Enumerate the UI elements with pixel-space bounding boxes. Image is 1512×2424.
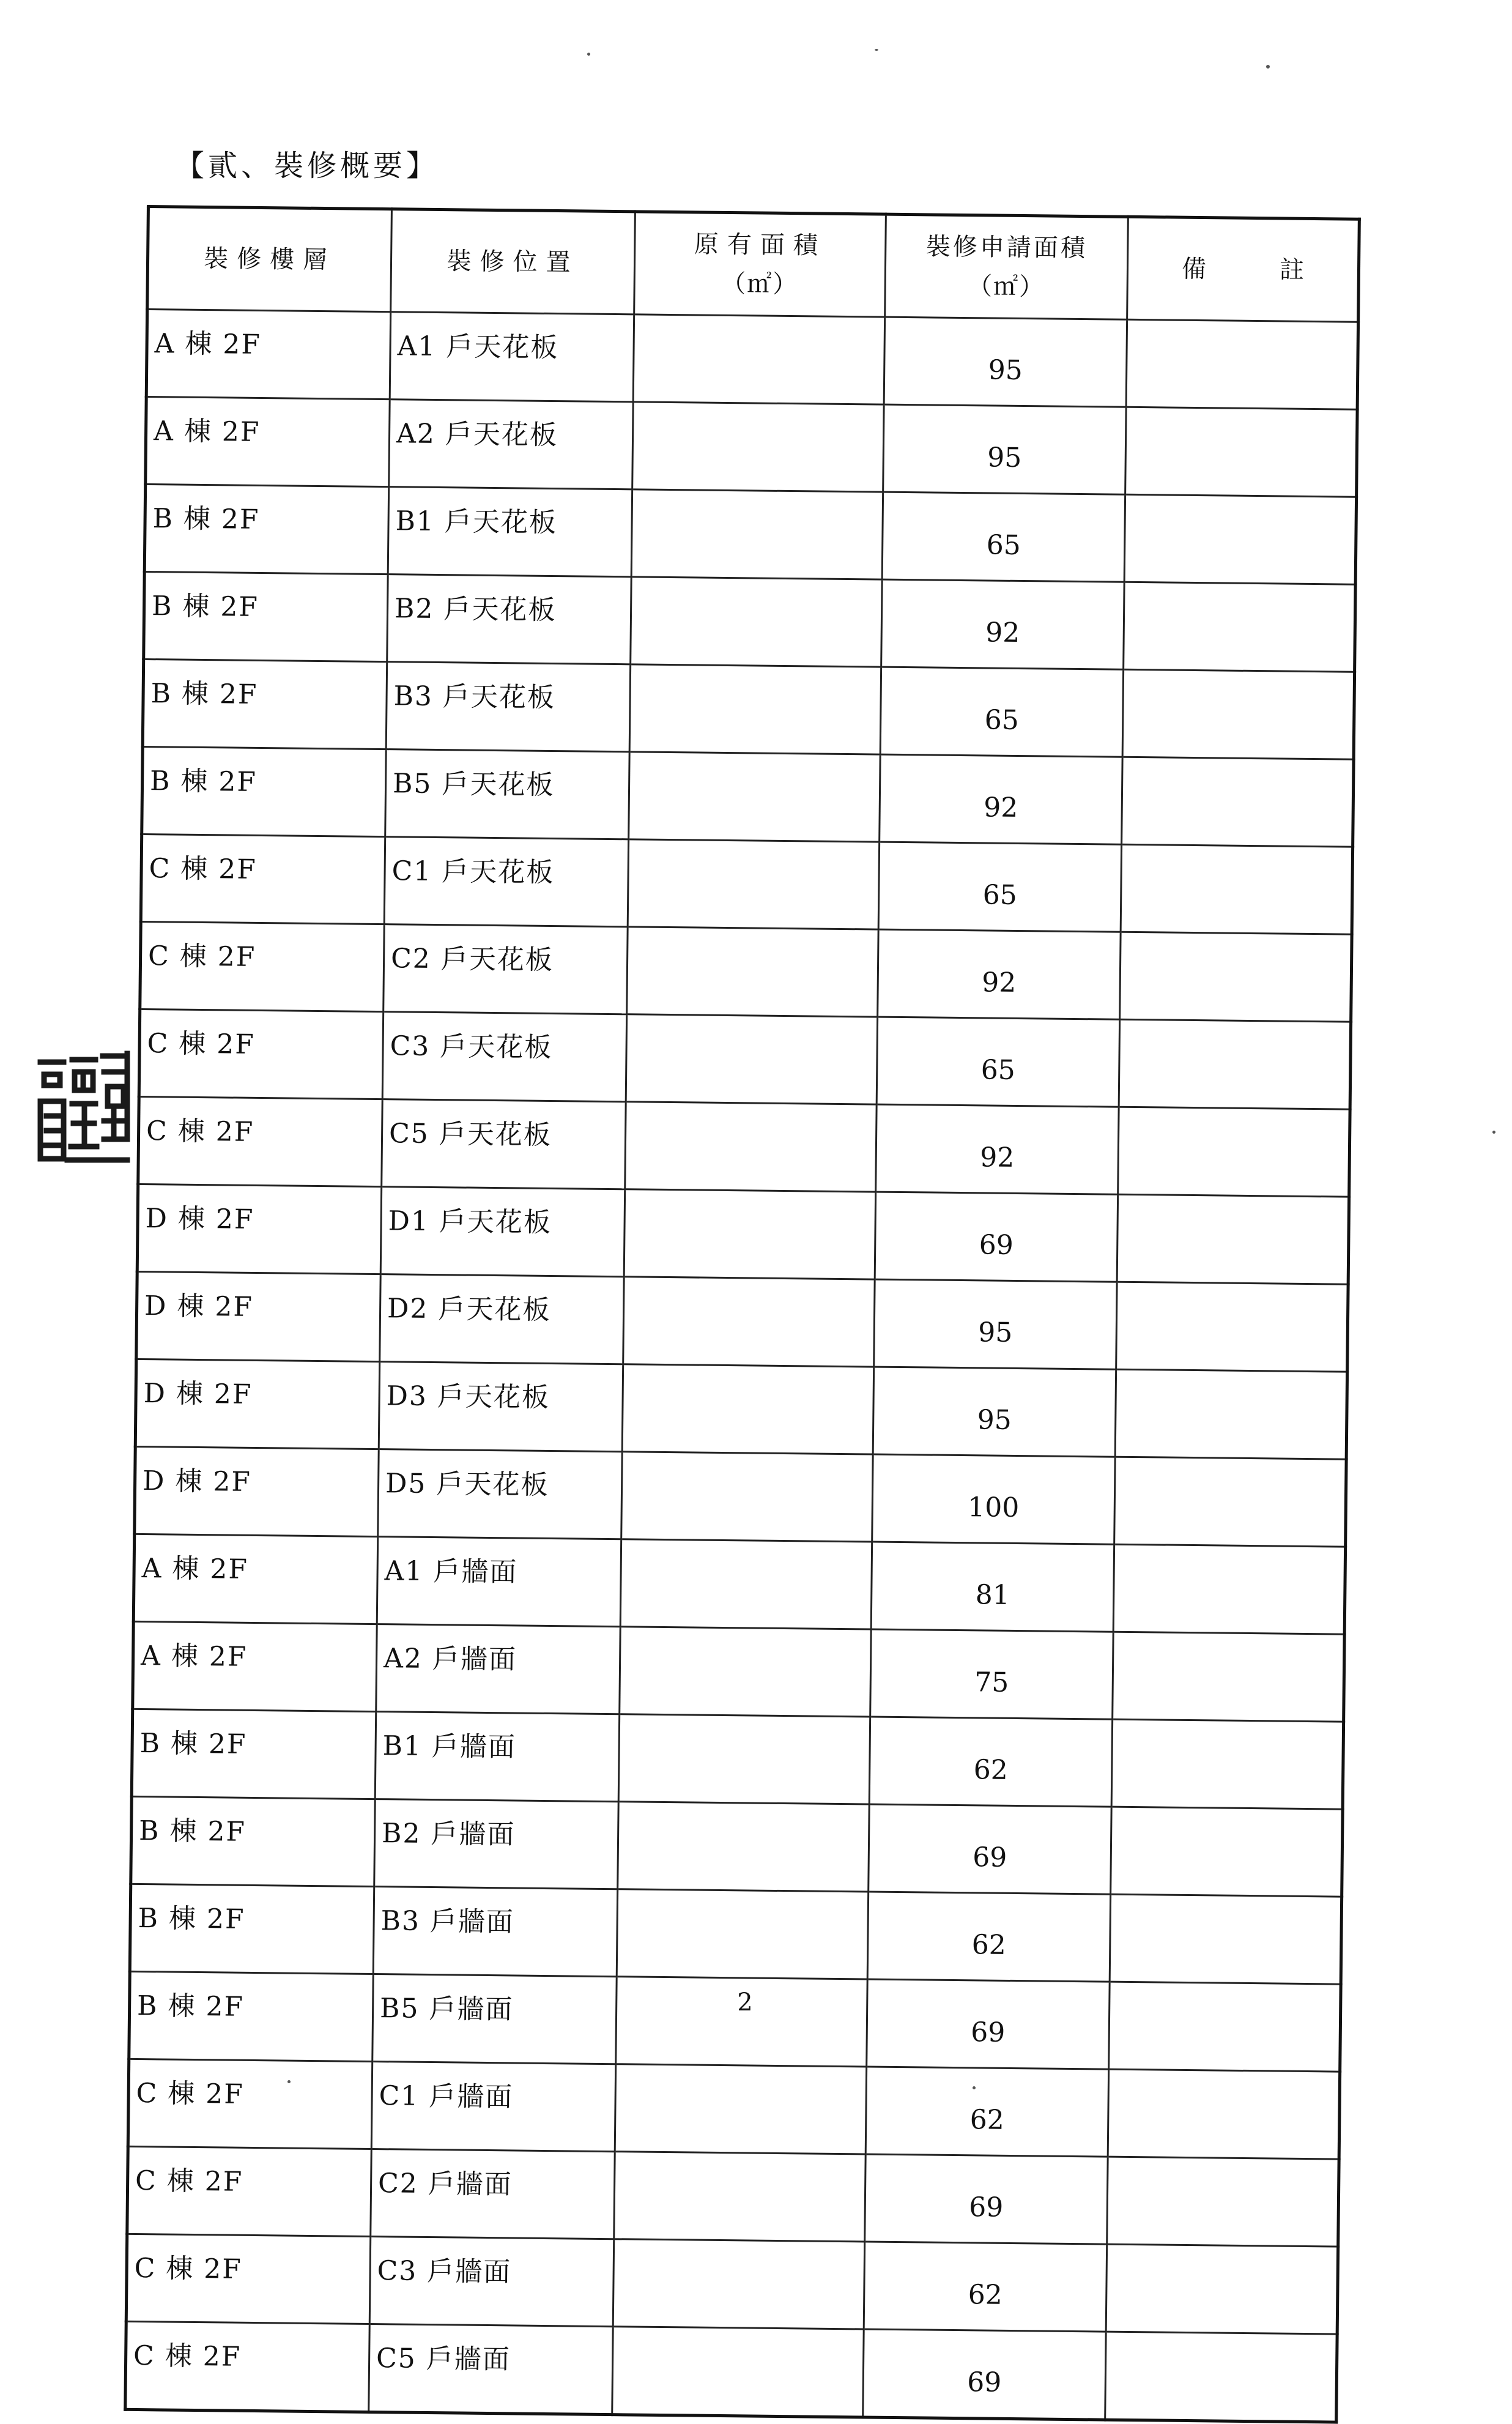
table-row <box>133 1534 1345 1634</box>
cell-location: B1 戶牆面 <box>375 1712 619 1802</box>
cell-location: C5 戶牆面 <box>369 2324 613 2415</box>
header-remarks-left: 備 <box>1181 255 1207 284</box>
table-row <box>126 2234 1338 2334</box>
cell-floor: C 棟 2F <box>139 1009 383 1099</box>
cell-floor: B 棟 2F <box>129 1971 373 2061</box>
cell-floor: B 棟 2F <box>142 746 386 836</box>
cell-remarks <box>1107 2157 1339 2247</box>
cell-remarks <box>1105 2332 1337 2422</box>
header-requested-area <box>885 214 1128 319</box>
cell-location: B2 戶牆面 <box>374 1799 618 1889</box>
scan-speck <box>973 2086 976 2089</box>
cell-remarks <box>1116 1282 1348 1372</box>
table-row <box>133 1621 1344 1722</box>
cell-location: D5 戶天花板 <box>378 1449 622 1539</box>
cell-original-area <box>629 752 880 842</box>
cell-floor: B 棟 2F <box>144 485 388 574</box>
cell-location: C1 戶牆面 <box>371 2062 615 2152</box>
header-original-area-label: 原有面積 <box>694 230 827 260</box>
cell-location: C2 戶牆面 <box>371 2149 615 2239</box>
cell-requested-area: 62 <box>869 1717 1112 1807</box>
cell-requested-area: 92 <box>876 1104 1119 1194</box>
cell-original-area <box>631 577 882 667</box>
table-row <box>146 310 1358 410</box>
cell-remarks <box>1125 407 1357 497</box>
table-row <box>144 571 1355 672</box>
cell-requested-area: 69 <box>875 1192 1117 1282</box>
cell-location: A1 戶牆面 <box>377 1537 621 1627</box>
cell-remarks <box>1122 669 1354 759</box>
scan-speck <box>287 2080 291 2083</box>
cell-remarks <box>1109 1982 1341 2072</box>
cell-remarks <box>1124 494 1356 584</box>
cell-original-area <box>627 927 878 1017</box>
table-row <box>139 1009 1351 1109</box>
cell-original-area <box>614 2152 865 2242</box>
cell-remarks <box>1119 1019 1351 1109</box>
cell-floor: C 棟 2F <box>127 2146 371 2236</box>
cell-remarks <box>1111 1719 1343 1809</box>
cell-floor: B 棟 2F <box>132 1709 376 1799</box>
cell-original-area <box>625 1102 876 1192</box>
cell-original-area <box>633 314 884 404</box>
cell-original-area <box>623 1277 875 1367</box>
table-row <box>141 834 1352 934</box>
table-row <box>135 1359 1347 1459</box>
scan-speck <box>1492 1131 1495 1134</box>
cell-location: D3 戶天花板 <box>379 1362 623 1452</box>
cell-requested-area: 62 <box>867 1892 1110 1982</box>
renovation-table-container <box>128 205 1357 2398</box>
cell-location: C1 戶天花板 <box>384 837 628 927</box>
cell-location: B3 戶牆面 <box>373 1887 617 1977</box>
cell-requested-area: 92 <box>878 929 1121 1019</box>
header-location: 裝修位置 <box>391 209 636 314</box>
table-row <box>138 1096 1350 1197</box>
cell-floor: B 棟 2F <box>143 659 387 749</box>
cell-requested-area: 95 <box>883 404 1126 494</box>
cell-floor: A 棟 2F <box>133 1621 377 1711</box>
header-remarks <box>1127 217 1360 322</box>
header-requested-area-label: 裝修申請面積 <box>925 232 1088 263</box>
cell-remarks <box>1118 1107 1350 1197</box>
table-row <box>135 1446 1346 1547</box>
cell-original-area <box>618 1714 870 1804</box>
cell-remarks <box>1114 1457 1346 1547</box>
cell-location: C3 戶牆面 <box>369 2237 613 2327</box>
cell-requested-area: 69 <box>863 2329 1106 2420</box>
cell-remarks <box>1120 932 1352 1022</box>
cell-floor: B 棟 2F <box>144 571 388 661</box>
table-body <box>125 310 1358 2423</box>
cell-floor: B 棟 2F <box>130 1884 374 1974</box>
cell-location: A2 戶天花板 <box>389 400 633 489</box>
cell-remarks <box>1108 2069 1340 2159</box>
section-heading: 【貳、裝修概要】 <box>175 149 440 183</box>
table-row <box>129 1971 1341 2072</box>
table-row <box>136 1271 1348 1372</box>
cell-requested-area: 69 <box>867 1979 1110 2069</box>
table-header-row <box>147 207 1360 322</box>
cell-location: B5 戶牆面 <box>372 1974 617 2064</box>
table-row <box>144 485 1356 585</box>
header-requested-area-unit: （㎡） <box>967 272 1045 302</box>
cell-location: D2 戶天花板 <box>380 1274 624 1364</box>
cell-remarks <box>1126 319 1358 409</box>
cell-location: A2 戶牆面 <box>376 1624 620 1714</box>
cell-location: B5 戶天花板 <box>385 749 629 839</box>
cell-requested-area: 65 <box>882 492 1125 582</box>
cell-original-area <box>632 402 884 492</box>
cell-floor: B 棟 2F <box>131 1796 375 1886</box>
table-row <box>127 2146 1339 2247</box>
cell-requested-area: 92 <box>881 579 1124 669</box>
cell-floor: A 棟 2F <box>133 1534 377 1624</box>
cell-original-area <box>628 839 879 929</box>
scan-speck <box>1266 65 1270 69</box>
cell-location: A1 戶天花板 <box>390 312 634 402</box>
cell-requested-area: 69 <box>865 2154 1108 2244</box>
cell-remarks <box>1124 582 1355 672</box>
cell-original-area <box>620 1627 871 1717</box>
cell-requested-area: 62 <box>864 2242 1106 2332</box>
table-row <box>131 1796 1343 1897</box>
table-row <box>132 1709 1343 1809</box>
cell-floor: C 棟 2F <box>128 2059 372 2149</box>
cell-location: C2 戶天花板 <box>384 924 628 1014</box>
cell-original-area <box>620 1539 872 1629</box>
cell-floor: D 棟 2F <box>135 1446 379 1536</box>
table-row <box>146 397 1357 497</box>
page-number: 2 <box>737 1988 753 2017</box>
cell-remarks <box>1111 1807 1343 1897</box>
cell-requested-area: 95 <box>874 1279 1117 1369</box>
cell-remarks <box>1115 1369 1347 1459</box>
table-row <box>128 2059 1340 2159</box>
cell-location: B2 戶天花板 <box>387 574 631 664</box>
cell-location: C3 戶天花板 <box>382 1012 626 1102</box>
cell-requested-area: 81 <box>871 1542 1114 1632</box>
cell-floor: A 棟 2F <box>146 310 390 400</box>
cell-floor: C 棟 2F <box>140 921 384 1011</box>
table-row <box>143 659 1354 759</box>
cell-original-area <box>621 1452 873 1542</box>
cell-original-area <box>626 1014 877 1104</box>
cell-remarks <box>1117 1194 1349 1284</box>
cell-original-area <box>629 664 881 754</box>
cell-original-area <box>624 1189 875 1279</box>
cell-location: B1 戶天花板 <box>388 487 632 577</box>
cell-floor: C 棟 2F <box>141 834 385 924</box>
cell-location: B3 戶天花板 <box>386 662 630 752</box>
cell-floor: C 棟 2F <box>125 2321 369 2412</box>
cell-floor: C 棟 2F <box>126 2234 370 2324</box>
cell-location: C5 戶天花板 <box>382 1099 626 1189</box>
cell-floor: C 棟 2F <box>138 1096 382 1186</box>
cell-floor: D 棟 2F <box>137 1184 381 1274</box>
cell-remarks <box>1106 2244 1338 2334</box>
scan-speck <box>875 49 878 51</box>
cell-remarks <box>1110 1894 1341 1984</box>
scan-speck <box>587 53 590 56</box>
cell-original-area <box>612 2327 864 2417</box>
cell-floor: A 棟 2F <box>146 397 390 487</box>
cell-requested-area: 65 <box>878 842 1121 932</box>
cell-original-area <box>631 489 883 579</box>
cell-requested-area: 65 <box>876 1017 1119 1107</box>
table-row <box>140 921 1352 1022</box>
cell-requested-area: 75 <box>870 1629 1113 1719</box>
cell-requested-area: 92 <box>880 754 1122 844</box>
table-row <box>137 1184 1349 1284</box>
header-floor: 裝修樓層 <box>147 207 392 312</box>
cell-requested-area: 100 <box>872 1454 1115 1544</box>
cell-original-area <box>615 2064 866 2154</box>
cell-original-area <box>618 1802 869 1892</box>
table-row <box>142 746 1354 847</box>
cell-requested-area: 62 <box>865 2067 1108 2157</box>
cell-remarks <box>1121 844 1352 934</box>
header-remarks-right: 註 <box>1279 256 1305 284</box>
header-original-area-unit: （㎡） <box>721 269 799 299</box>
table-row <box>125 2321 1337 2422</box>
cell-original-area <box>622 1364 873 1454</box>
cell-floor: D 棟 2F <box>135 1359 379 1449</box>
cell-requested-area: 65 <box>880 667 1123 757</box>
cell-original-area <box>613 2239 864 2329</box>
table-row <box>130 1884 1341 1984</box>
cell-location: D1 戶天花板 <box>380 1187 624 1277</box>
cell-original-area <box>617 1889 868 1979</box>
cell-floor: D 棟 2F <box>136 1271 380 1361</box>
cell-requested-area: 69 <box>869 1804 1111 1894</box>
cell-remarks <box>1113 1544 1345 1634</box>
cell-requested-area: 95 <box>884 317 1127 407</box>
header-original-area <box>634 212 886 317</box>
cell-requested-area: 95 <box>873 1367 1116 1457</box>
stamp-seal-icon <box>35 1047 138 1167</box>
cell-remarks <box>1113 1632 1344 1722</box>
cell-remarks <box>1122 757 1354 847</box>
renovation-summary-table <box>124 205 1361 2424</box>
